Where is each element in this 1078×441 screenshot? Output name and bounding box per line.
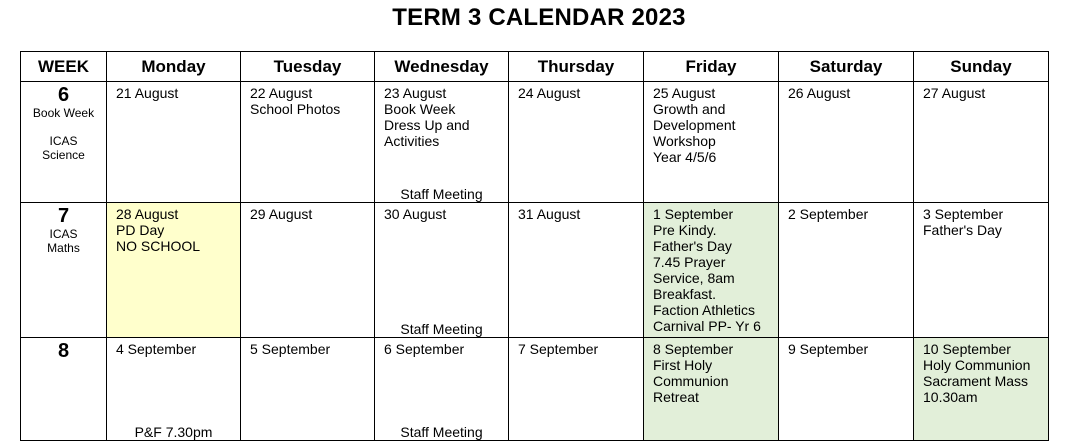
header-thursday: Thursday	[509, 52, 644, 82]
day-note: 10.30am	[923, 389, 978, 405]
day-date: 7 September	[518, 341, 599, 357]
day-cell-saturday	[779, 203, 914, 338]
week-row	[21, 338, 1049, 441]
day-content	[914, 203, 1048, 337]
day-date: 8 September	[653, 341, 734, 357]
day-date: 2 September	[788, 206, 869, 222]
day-note: PD Day	[116, 222, 165, 238]
week-note: Book Week	[32, 106, 95, 120]
day-content	[779, 82, 913, 202]
week-cell	[21, 203, 107, 338]
week-number: 8	[57, 340, 70, 362]
day-date: 9 September	[788, 341, 869, 357]
day-note: Faction Athletics	[653, 302, 755, 318]
day-bottom-note: Staff Meeting	[400, 321, 483, 337]
day-note: Father's Day	[923, 222, 1002, 238]
day-note: Year 4/5/6	[653, 149, 717, 165]
day-content	[509, 338, 643, 440]
day-date: 3 September	[923, 206, 1004, 222]
day-date: 27 August	[923, 85, 986, 101]
day-note: Father's Day	[653, 238, 732, 254]
day-cell-sunday	[914, 338, 1049, 441]
week-row	[21, 82, 1049, 203]
day-note: Development	[653, 117, 736, 133]
day-date: 28 August	[116, 206, 179, 222]
day-cell-thursday	[509, 203, 644, 338]
day-note: First Holy	[653, 357, 713, 373]
day-note: Carnival PP- Yr 6	[653, 318, 761, 334]
day-note: Retreat	[653, 389, 699, 405]
day-content	[644, 82, 778, 202]
day-date: 26 August	[788, 85, 851, 101]
day-note: School Photos	[250, 101, 341, 117]
day-note: Sacrament Mass	[923, 373, 1029, 389]
day-date: 30 August	[384, 206, 447, 222]
day-cell-tuesday	[241, 82, 375, 203]
day-content	[375, 82, 508, 202]
day-content	[107, 203, 240, 337]
day-date: 10 September	[923, 341, 1011, 357]
header-row	[21, 52, 1049, 82]
calendar-table	[20, 51, 1049, 441]
header-monday: Monday	[107, 52, 241, 82]
day-date: 1 September	[653, 206, 734, 222]
day-date: 29 August	[250, 206, 313, 222]
day-bottom-note: Staff Meeting	[400, 186, 483, 202]
week-note	[21, 120, 106, 134]
day-date: 31 August	[518, 206, 581, 222]
header-friday: Friday	[644, 52, 779, 82]
day-date: 4 September	[116, 341, 197, 357]
day-cell-monday	[107, 82, 241, 203]
day-date: 5 September	[250, 341, 331, 357]
day-note: NO SCHOOL	[116, 238, 201, 254]
day-date: 6 September	[384, 341, 465, 357]
day-note: Activities	[384, 133, 440, 149]
day-bottom-note: P&F 7.30pm	[134, 424, 213, 440]
day-cell-tuesday	[241, 203, 375, 338]
header-saturday: Saturday	[779, 52, 914, 82]
day-content	[107, 82, 240, 202]
week-cell	[21, 338, 107, 441]
day-cell-wednesday	[375, 338, 509, 441]
day-content	[779, 203, 913, 337]
day-cell-friday	[644, 203, 779, 338]
day-note: Dress Up and	[384, 117, 470, 133]
day-note: Communion	[653, 373, 729, 389]
day-content	[914, 338, 1048, 440]
week-number: 7	[57, 205, 70, 227]
day-cell-thursday	[509, 338, 644, 441]
day-note: Growth and	[653, 101, 726, 117]
day-note: Book Week	[384, 101, 456, 117]
day-note: Breakfast.	[653, 286, 717, 302]
day-cell-monday	[107, 338, 241, 441]
week-cell	[21, 82, 107, 203]
week-row	[21, 203, 1049, 338]
day-content	[241, 82, 374, 202]
week-note: Science	[42, 148, 85, 162]
day-content	[241, 338, 374, 440]
header-tuesday: Tuesday	[241, 52, 375, 82]
day-date: 23 August	[384, 85, 447, 101]
day-cell-wednesday	[375, 203, 509, 338]
day-cell-tuesday	[241, 338, 375, 441]
day-note: Holy Communion	[923, 357, 1031, 373]
day-cell-wednesday	[375, 82, 509, 203]
week-note: Maths	[47, 241, 80, 255]
day-content	[779, 338, 913, 440]
day-bottom-note: Staff Meeting	[400, 424, 483, 440]
day-content	[644, 203, 778, 337]
day-content	[914, 82, 1048, 202]
week-note: ICAS	[49, 227, 78, 241]
day-note: Workshop	[653, 133, 716, 149]
day-cell-thursday	[509, 82, 644, 203]
day-content	[644, 338, 778, 440]
day-note: Service, 8am	[653, 270, 735, 286]
day-content	[107, 338, 240, 440]
day-cell-friday	[644, 338, 779, 441]
day-cell-saturday	[779, 82, 914, 203]
day-date: 24 August	[518, 85, 581, 101]
header-wednesday: Wednesday	[375, 52, 509, 82]
day-cell-sunday	[914, 203, 1049, 338]
week-note: ICAS	[49, 134, 78, 148]
day-content	[241, 203, 374, 337]
day-content	[509, 82, 643, 202]
day-cell-saturday	[779, 338, 914, 441]
day-note: Pre Kindy.	[653, 222, 717, 238]
day-cell-sunday	[914, 82, 1049, 203]
day-date: 22 August	[250, 85, 313, 101]
page-title: TERM 3 CALENDAR 2023	[392, 4, 686, 31]
header-week: WEEK	[21, 52, 107, 82]
week-number: 6	[57, 84, 70, 106]
day-date: 25 August	[653, 85, 716, 101]
day-cell-friday	[644, 82, 779, 203]
day-date: 21 August	[116, 85, 179, 101]
day-note: 7.45 Prayer	[653, 254, 726, 270]
day-content	[375, 338, 508, 440]
day-content	[375, 203, 508, 337]
day-cell-monday	[107, 203, 241, 338]
day-content	[509, 203, 643, 337]
header-sunday: Sunday	[914, 52, 1049, 82]
